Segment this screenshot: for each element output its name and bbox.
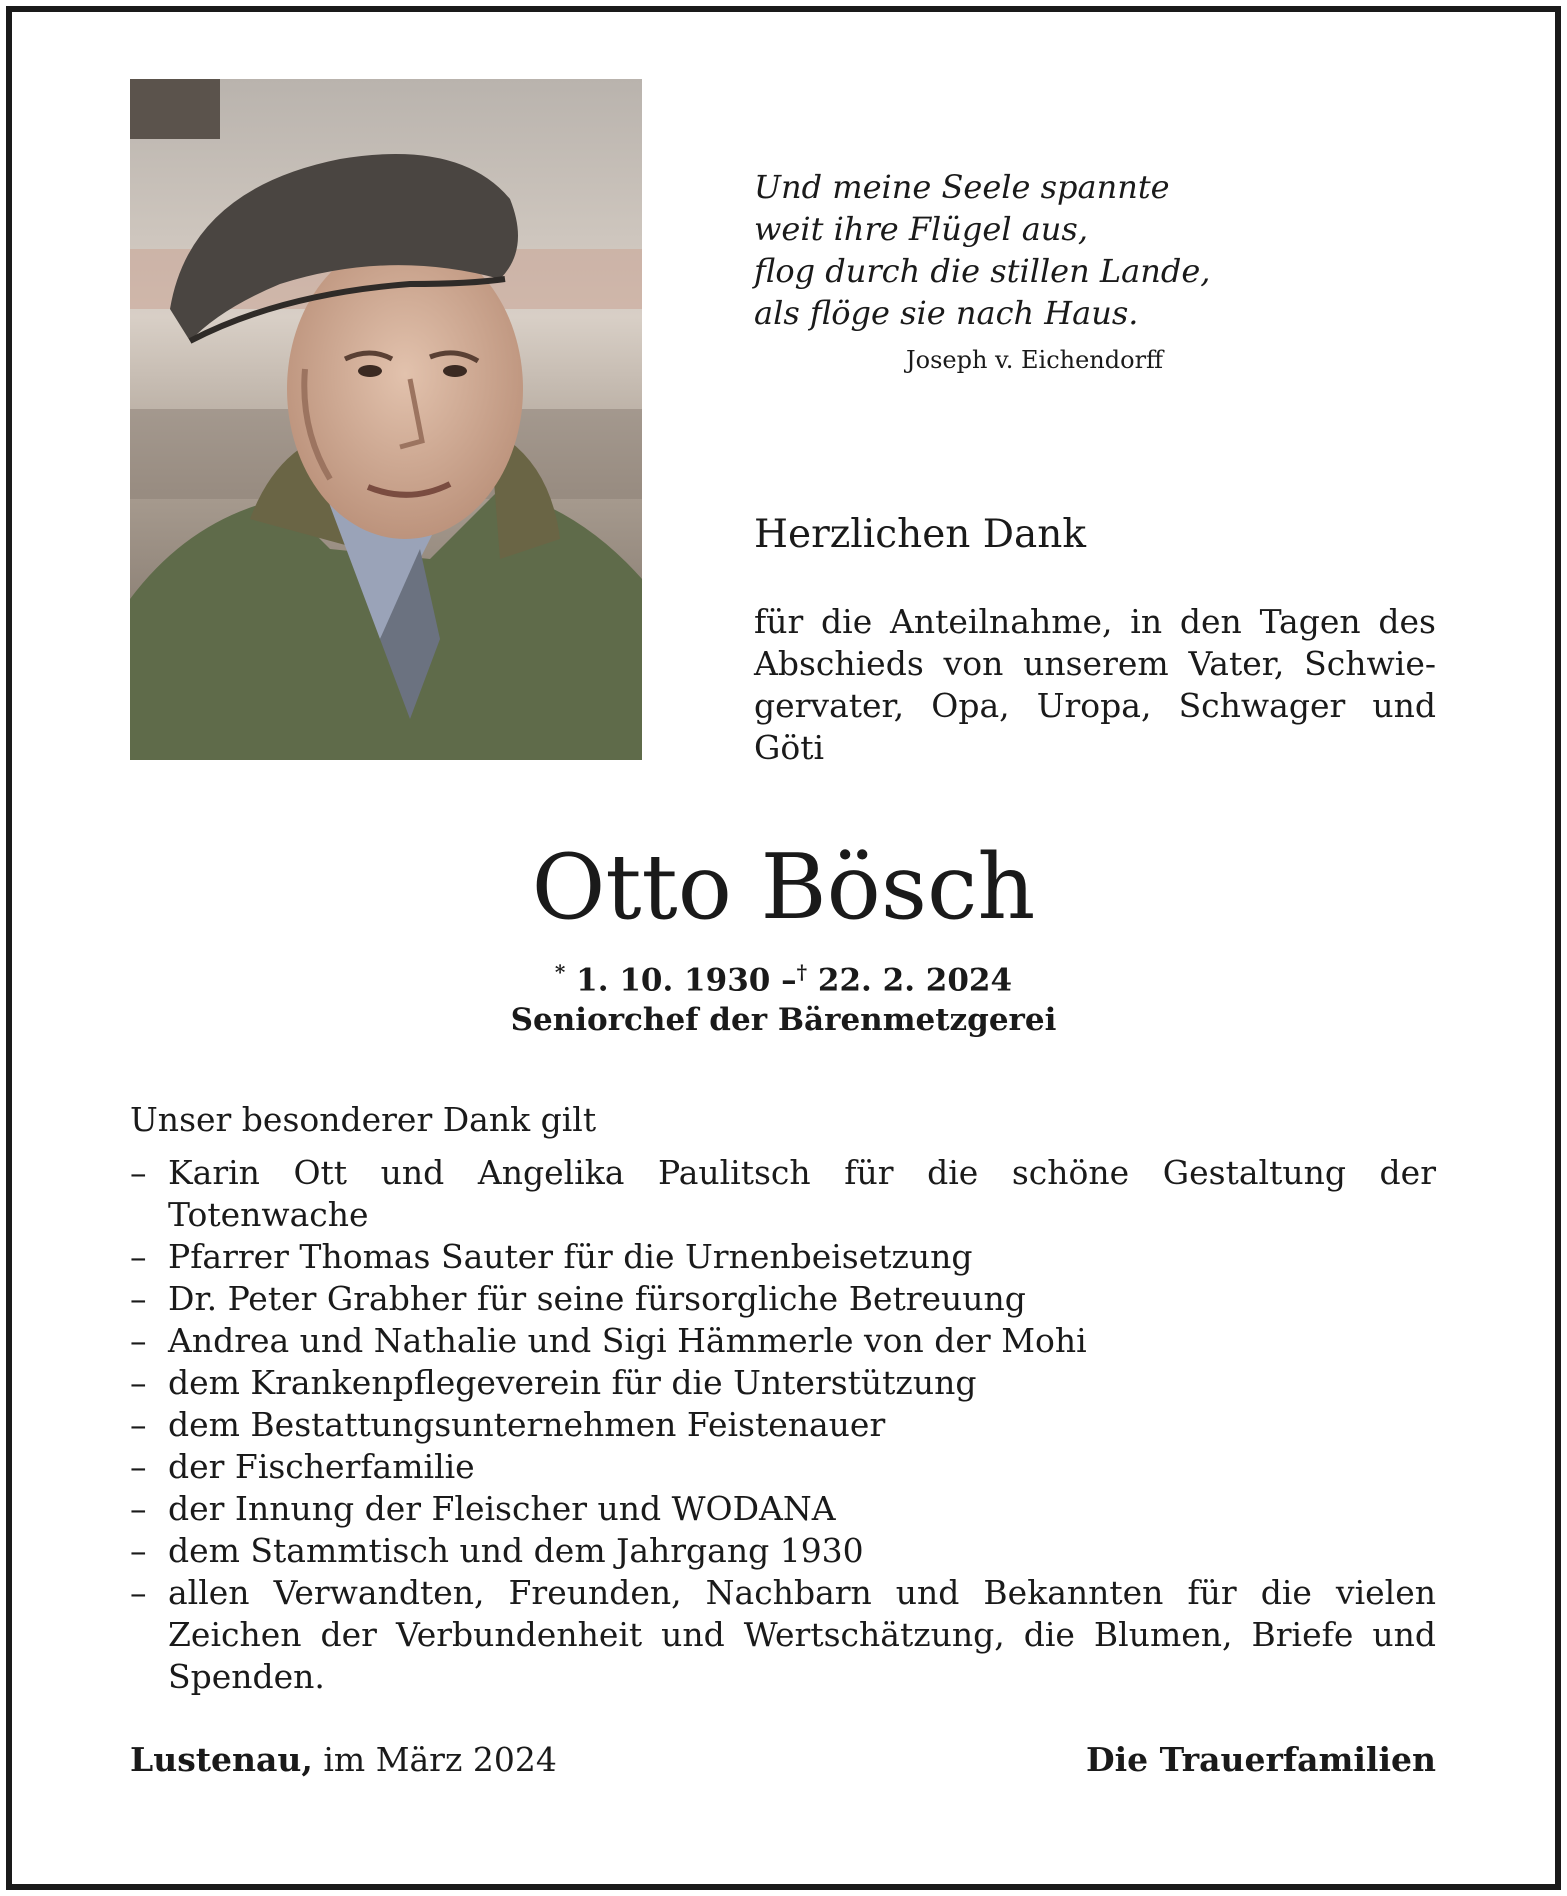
list-item: [130, 1404, 1436, 1446]
portrait-photo: [130, 79, 642, 760]
birth-symbol: *: [554, 960, 566, 984]
poem: [754, 166, 1274, 334]
list-item: [130, 1530, 1436, 1572]
thanks-text: für die Anteilnahme, in den Tagen des Abschieds von unserem Vater, Schwiegervater, Opa, Uropa, Schwager und Göti: [754, 602, 1436, 767]
list-item-text: der Innung der Fleischer und WODANA: [168, 1489, 836, 1528]
acknowledgements-list: [130, 1152, 1436, 1698]
life-dates: [0, 960, 1567, 998]
list-item-text: Pfarrer Thomas Sauter für die Urnenbeisetzung: [168, 1237, 973, 1276]
list-bullet: –: [130, 1363, 147, 1402]
place-date: [130, 1740, 557, 1779]
list-item: [130, 1236, 1436, 1278]
date-separator: –: [781, 962, 797, 999]
list-bullet: –: [130, 1405, 147, 1444]
list-bullet: –: [130, 1237, 147, 1276]
poem-line: Und meine Seele spannte: [754, 168, 1170, 206]
list-item-text: dem Stammtisch und dem Jahrgang 1930: [168, 1531, 864, 1570]
list-item: [130, 1446, 1436, 1488]
list-item: [130, 1152, 1436, 1236]
portrait-illustration: [130, 79, 642, 760]
list-bullet: –: [130, 1447, 147, 1486]
deceased-role: Seniorchef der Bärenmetzgerei: [510, 1002, 1057, 1038]
list-item-text: Andrea und Nathalie und Sigi Hämmerle von der Mohi: [168, 1321, 1087, 1360]
list-item-text: der Fischerfamilie: [168, 1447, 475, 1486]
list-item: [130, 1488, 1436, 1530]
list-bullet: –: [130, 1321, 147, 1360]
list-item: [130, 1362, 1436, 1404]
list-bullet: –: [130, 1531, 147, 1570]
list-bullet: –: [130, 1153, 147, 1192]
poem-line: als flöge sie nach Haus.: [754, 294, 1139, 332]
thanks-heading: Herzlichen Dank: [754, 512, 1087, 557]
death-date: 22. 2. 2024: [817, 962, 1013, 999]
list-item: [130, 1320, 1436, 1362]
birth-date: 1. 10. 1930: [576, 962, 771, 999]
list-item-text: allen Verwandten, Freunden, Nachbarn und Bekannten für die vielen Zeichen der Verbundenheit und Wertschätzung, die Blumen, Briefe und Spenden.: [168, 1573, 1436, 1696]
acknowledgements-intro: Unser besonderer Dank gilt: [130, 1100, 597, 1139]
death-symbol: †: [796, 960, 808, 984]
list-bullet: –: [130, 1489, 147, 1528]
date: im März 2024: [323, 1740, 557, 1779]
place: Lustenau,: [130, 1740, 313, 1779]
list-bullet: –: [130, 1279, 147, 1318]
poem-line: weit ihre Flügel aus,: [754, 210, 1088, 248]
list-item: [130, 1572, 1436, 1698]
signature: Die Trauerfamilien: [1085, 1740, 1436, 1779]
poem-author: Joseph v. Eichendorff: [906, 346, 1164, 374]
poem-line: flog durch die stillen Lande,: [754, 252, 1211, 290]
list-bullet: –: [130, 1573, 147, 1612]
list-item-text: dem Bestattungsunternehmen Feistenauer: [168, 1405, 886, 1444]
list-item-text: dem Krankenpflegeverein für die Unterstützung: [168, 1363, 977, 1402]
deceased-name: Otto Bösch: [531, 835, 1036, 940]
list-item: [130, 1278, 1436, 1320]
list-item-text: Karin Ott und Angelika Paulitsch für die schöne Gestaltung der Totenwache: [168, 1153, 1436, 1234]
list-item-text: Dr. Peter Grabher für seine fürsorgliche Betreuung: [168, 1279, 1026, 1318]
